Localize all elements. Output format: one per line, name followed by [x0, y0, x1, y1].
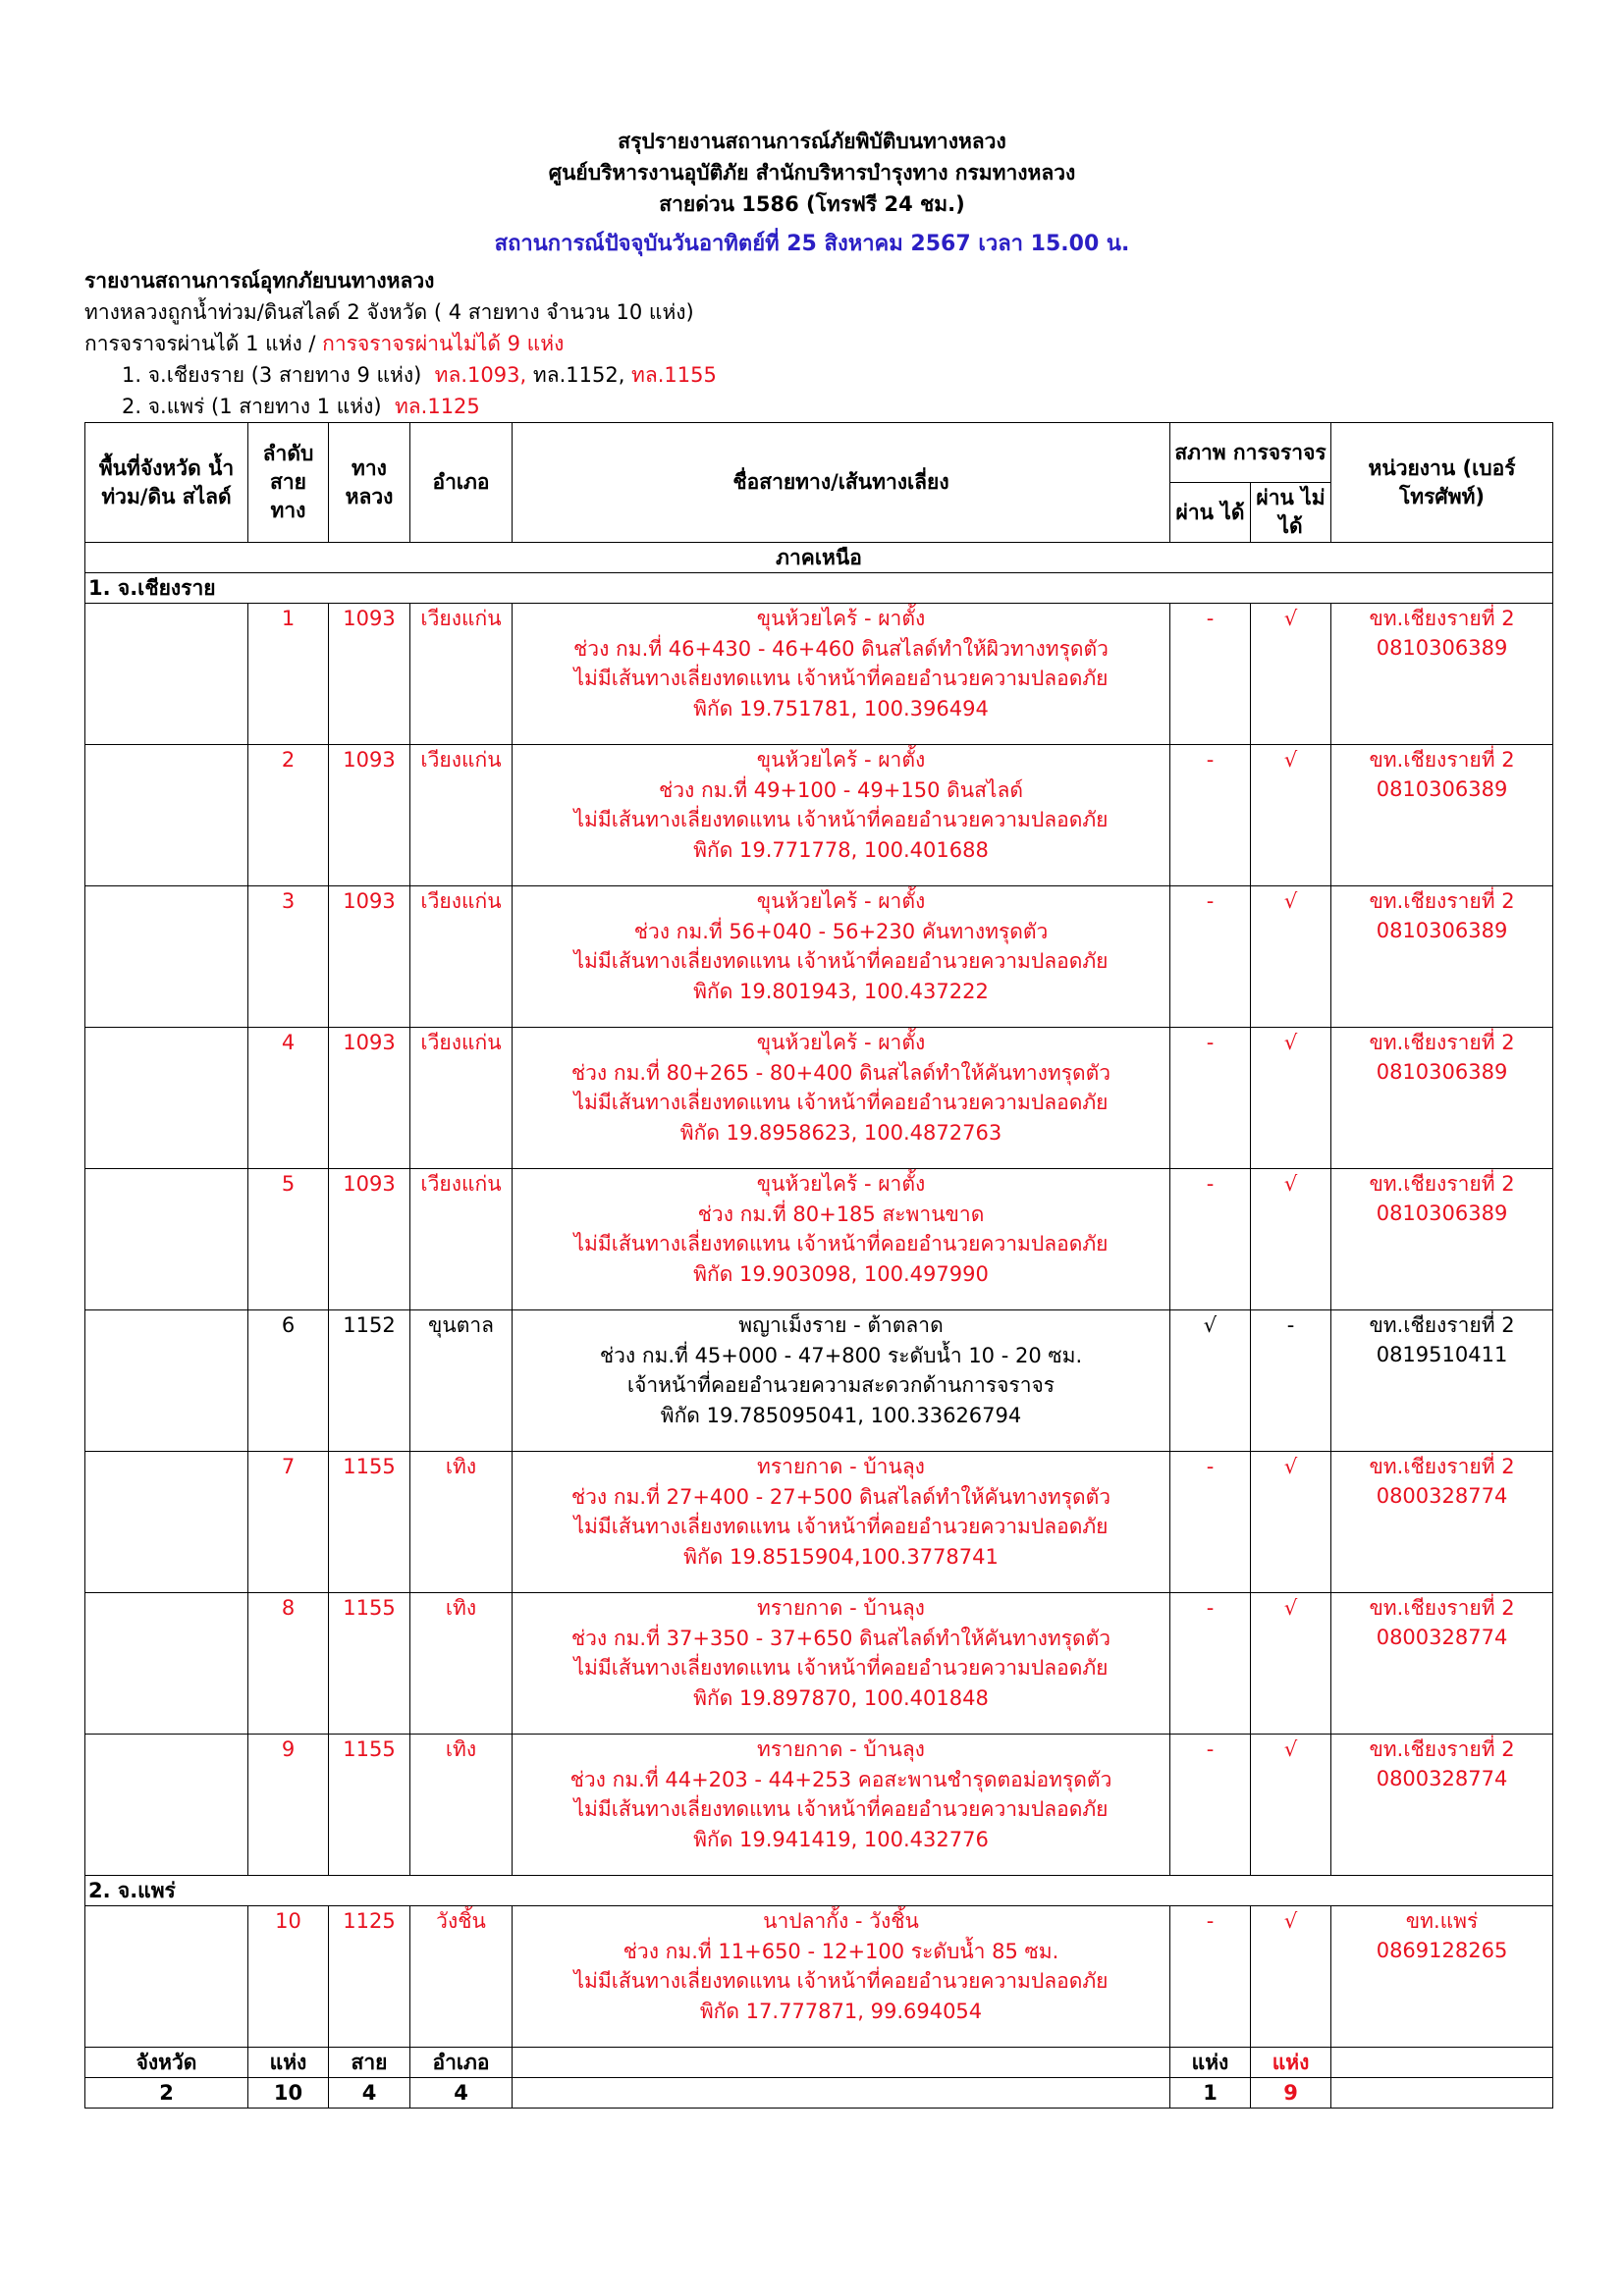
seq-cell: 10	[248, 1906, 329, 2048]
region-label: ภาคเหนือ	[85, 543, 1553, 573]
area-cell	[85, 1310, 248, 1452]
route-line: ไม่มีเส้นทางเลี่ยงทดแทน เจ้าหน้าที่คอยอำนวยความปลอดภัย	[573, 949, 1109, 973]
route-line: ขุนห้วยไคร้ - ผาตั้ง	[756, 889, 926, 913]
intro-heading: รายงานสถานการณ์อุทกภัยบนทางหลวง	[84, 269, 435, 293]
route-link: ทล.1152,	[526, 363, 625, 387]
highway-cell: 1125	[329, 1906, 410, 2048]
route-line: พิกัด 19.941419, 100.432776	[693, 1827, 989, 1851]
agency-cell	[1331, 1593, 1553, 1735]
area-cell	[85, 886, 248, 1028]
pass-cell: -	[1170, 1735, 1251, 1876]
intro-province-1	[122, 359, 717, 392]
area-cell	[85, 1452, 248, 1593]
summary-districts-count: 4	[410, 2078, 513, 2109]
route-cell	[513, 1735, 1170, 1876]
agency-name: ขท.เชียงรายที่ 2	[1369, 1172, 1515, 1196]
incident-rows	[85, 543, 1553, 2109]
district-cell: เวียงแก่น	[410, 886, 513, 1028]
agency-cell	[1331, 1310, 1553, 1452]
nopass-cell: √	[1251, 886, 1331, 1028]
summary-label-nopass: แห่ง	[1251, 2048, 1331, 2078]
route-cell	[513, 745, 1170, 886]
nopass-cell: √	[1251, 1028, 1331, 1169]
table-row	[85, 1028, 1553, 1169]
route-line: พญาเม็งราย - ต้าตลาด	[738, 1313, 944, 1337]
seq-cell: 6	[248, 1310, 329, 1452]
agency-phone: 0810306389	[1376, 1060, 1508, 1084]
report-status-time: สถานการณ์ปัจจุบันวันอาทิตย์ที่ 25 สิงหาคม 2567 เวลา 15.00 น.	[494, 232, 1130, 256]
section-province: 2. จ.แพร่	[85, 1876, 1553, 1906]
table-row	[85, 1593, 1553, 1735]
summary-province-count: 2	[85, 2078, 248, 2109]
agency-name: ขท.เชียงรายที่ 2	[1369, 889, 1515, 913]
agency-name: ขท.เชียงรายที่ 2	[1369, 1031, 1515, 1054]
pass-cell: -	[1170, 1169, 1251, 1310]
district-cell: ขุนตาล	[410, 1310, 513, 1452]
summary-label-districts: อำเภอ	[410, 2048, 513, 2078]
highway-cell: 1152	[329, 1310, 410, 1452]
summary-label-routes: สาย	[329, 2048, 410, 2078]
route-line: ช่วง กม.ที่ 56+040 - 56+230 คันทางทรุดตัว	[633, 919, 1049, 943]
agency-name: ขท.เชียงรายที่ 2	[1369, 1313, 1515, 1337]
seq-cell: 7	[248, 1452, 329, 1593]
route-cell	[513, 604, 1170, 745]
route-line: พิกัด 19.903098, 100.497990	[693, 1261, 989, 1286]
table-row	[85, 604, 1553, 745]
route-line: พิกัด 19.771778, 100.401688	[693, 837, 989, 862]
route-line: ไม่มีเส้นทางเลี่ยงทดแทน เจ้าหน้าที่คอยอำนวยความปลอดภัย	[573, 1969, 1109, 1993]
summary-empty	[513, 2078, 1170, 2109]
pass-cell: -	[1170, 1593, 1251, 1735]
agency-name: ขท.เชียงรายที่ 2	[1369, 1737, 1515, 1761]
nopass-cell: √	[1251, 1452, 1331, 1593]
route-line: ช่วง กม.ที่ 37+350 - 37+650 ดินสไลด์ทำให้คันทางทรุดตัว	[570, 1626, 1111, 1650]
route-line: ช่วง กม.ที่ 45+000 - 47+800 ระดับน้ำ 10 - 20 ซม.	[599, 1343, 1083, 1367]
summary-pass-count: 1	[1170, 2078, 1251, 2109]
table-row	[85, 1310, 1553, 1452]
route-line: ช่วง กม.ที่ 11+650 - 12+100 ระดับน้ำ 85 ซม.	[623, 1939, 1059, 1963]
summary-nopass-count: 9	[1251, 2078, 1331, 2109]
agency-cell	[1331, 604, 1553, 745]
pass-count-text: การจราจรผ่านได้ 1 แห่ง /	[84, 332, 323, 355]
summary-label-pass: แห่ง	[1170, 2048, 1251, 2078]
area-cell	[85, 604, 248, 745]
table-row	[85, 1906, 1553, 2048]
summary-empty	[1331, 2048, 1553, 2078]
pass-cell: -	[1170, 886, 1251, 1028]
area-cell	[85, 745, 248, 886]
agency-phone: 0869128265	[1376, 1939, 1508, 1962]
route-link: ทล.1125	[394, 395, 480, 418]
route-cell	[513, 1906, 1170, 2048]
route-line: ขุนห้วยไคร้ - ผาตั้ง	[756, 1031, 926, 1054]
pass-cell: -	[1170, 604, 1251, 745]
agency-name: ขท.เชียงรายที่ 2	[1369, 1596, 1515, 1620]
table-row	[85, 1452, 1553, 1593]
route-line: พิกัด 19.8515904,100.3778741	[683, 1544, 999, 1569]
nopass-count-text: การจราจรผ่านไม่ได้ 9 แห่ง	[322, 332, 565, 355]
header-traffic: สภาพ การจราจร	[1170, 423, 1331, 483]
route-line: พิกัด 19.8958623, 100.4872763	[679, 1120, 1002, 1145]
route-line: ขุนห้วยไคร้ - ผาตั้ง	[756, 607, 926, 630]
agency-name: ขท.เชียงรายที่ 2	[1369, 1455, 1515, 1478]
nopass-cell: √	[1251, 1735, 1331, 1876]
summary-empty	[1331, 2078, 1553, 2109]
agency-name: ขท.แพร่	[1405, 1909, 1479, 1933]
agency-cell	[1331, 886, 1553, 1028]
route-line: ช่วง กม.ที่ 80+265 - 80+400 ดินสไลด์ทำให้คันทางทรุดตัว	[570, 1060, 1111, 1085]
highway-cell: 1093	[329, 604, 410, 745]
route-link: ทล.1093,	[434, 363, 527, 387]
pass-cell: -	[1170, 1028, 1251, 1169]
route-line: พิกัด 17.777871, 99.694054	[699, 1999, 983, 2023]
summary-empty	[513, 2048, 1170, 2078]
route-cell	[513, 886, 1170, 1028]
agency-cell	[1331, 1452, 1553, 1593]
route-line: ทรายกาด - บ้านลุง	[757, 1596, 925, 1620]
district-cell: เวียงแก่น	[410, 1028, 513, 1169]
table-row	[85, 1169, 1553, 1310]
header-route: ชื่อสายทาง/เส้นทางเลี่ยง	[513, 423, 1170, 543]
header-agency: หน่วยงาน (เบอร์โทรศัพท์)	[1331, 423, 1553, 543]
agency-name: ขท.เชียงรายที่ 2	[1369, 748, 1515, 772]
route-line: ช่วง กม.ที่ 49+100 - 49+150 ดินสไลด์	[658, 777, 1023, 802]
agency-cell	[1331, 1735, 1553, 1876]
table-row	[85, 886, 1553, 1028]
highway-cell: 1093	[329, 1028, 410, 1169]
intro-traffic-status	[84, 328, 564, 360]
district-cell: เทิง	[410, 1735, 513, 1876]
table-row	[85, 745, 1553, 886]
report-organization: ศูนย์บริหารงานอุบัติภัย สำนักบริหารบำรุงทาง กรมทางหลวง	[548, 161, 1076, 185]
intro-summary: ทางหลวงถูกน้ำท่วม/ดินสไลด์ 2 จังหวัด ( 4 สายทาง จำนวน 10 แห่ง)	[84, 300, 694, 324]
agency-cell	[1331, 1906, 1553, 2048]
agency-phone: 0810306389	[1376, 636, 1508, 660]
route-line: ขุนห้วยไคร้ - ผาตั้ง	[756, 748, 926, 772]
highway-cell: 1155	[329, 1452, 410, 1593]
route-line: ไม่มีเส้นทางเลี่ยงทดแทน เจ้าหน้าที่คอยอำนวยความปลอดภัย	[573, 1091, 1109, 1114]
route-line: ไม่มีเส้นทางเลี่ยงทดแทน เจ้าหน้าที่คอยอำนวยความปลอดภัย	[573, 1232, 1109, 1255]
route-line: ทรายกาด - บ้านลุง	[757, 1737, 925, 1761]
pass-cell: -	[1170, 1452, 1251, 1593]
nopass-cell: -	[1251, 1310, 1331, 1452]
highway-cell: 1155	[329, 1735, 410, 1876]
area-cell	[85, 1906, 248, 2048]
header-pass: ผ่าน ได้	[1170, 483, 1251, 543]
area-cell	[85, 1593, 248, 1735]
route-line: เจ้าหน้าที่คอยอำนวยความสะดวกด้านการจราจร	[626, 1373, 1056, 1397]
agency-name: ขท.เชียงรายที่ 2	[1369, 607, 1515, 630]
seq-cell: 9	[248, 1735, 329, 1876]
nopass-cell: √	[1251, 1169, 1331, 1310]
agency-phone: 0800328774	[1376, 1767, 1508, 1790]
intro-province-2	[122, 391, 480, 423]
section-province: 1. จ.เชียงราย	[85, 573, 1553, 604]
pass-cell: -	[1170, 745, 1251, 886]
route-line: ไม่มีเส้นทางเลี่ยงทดแทน เจ้าหน้าที่คอยอำนวยความปลอดภัย	[573, 667, 1109, 690]
route-line: พิกัด 19.897870, 100.401848	[693, 1685, 989, 1710]
seq-cell: 1	[248, 604, 329, 745]
area-cell	[85, 1735, 248, 1876]
route-line: ไม่มีเส้นทางเลี่ยงทดแทน เจ้าหน้าที่คอยอำนวยความปลอดภัย	[573, 1515, 1109, 1538]
incident-table	[84, 422, 1553, 2109]
agency-phone: 0800328774	[1376, 1626, 1508, 1649]
header-highway: ทาง หลวง	[329, 423, 410, 543]
route-cell	[513, 1452, 1170, 1593]
route-line: พิกัด 19.801943, 100.437222	[693, 979, 989, 1003]
province-label: 2. จ.แพร่ (1 สายทาง 1 แห่ง)	[122, 395, 382, 418]
district-cell: เวียงแก่น	[410, 604, 513, 745]
route-cell	[513, 1310, 1170, 1452]
summary-places-count: 10	[248, 2078, 329, 2109]
summary-label-province: จังหวัด	[85, 2048, 248, 2078]
route-line: ขุนห้วยไคร้ - ผาตั้ง	[756, 1172, 926, 1196]
district-cell: เทิง	[410, 1452, 513, 1593]
highway-cell: 1155	[329, 1593, 410, 1735]
route-cell	[513, 1169, 1170, 1310]
header-nopass: ผ่าน ไม่ได้	[1251, 483, 1331, 543]
route-line: ช่วง กม.ที่ 80+185 สะพานขาด	[697, 1201, 985, 1226]
seq-cell: 2	[248, 745, 329, 886]
route-line: พิกัด 19.751781, 100.396494	[693, 696, 989, 721]
nopass-cell: √	[1251, 1906, 1331, 2048]
summary-label-places: แห่ง	[248, 2048, 329, 2078]
header-district: อำเภอ	[410, 423, 513, 543]
agency-phone: 0810306389	[1376, 1201, 1508, 1225]
highway-cell: 1093	[329, 1169, 410, 1310]
route-line: ช่วง กม.ที่ 44+203 - 44+253 คอสะพานชำรุดตอม่อทรุดตัว	[569, 1767, 1112, 1791]
route-line: ทรายกาด - บ้านลุง	[757, 1455, 925, 1478]
agency-cell	[1331, 1028, 1553, 1169]
header-seq: ลำดับ สาย ทาง	[248, 423, 329, 543]
highway-cell: 1093	[329, 886, 410, 1028]
route-cell	[513, 1593, 1170, 1735]
agency-phone: 0810306389	[1376, 777, 1508, 801]
pass-cell: -	[1170, 1906, 1251, 2048]
route-line: พิกัด 19.785095041, 100.33626794	[660, 1403, 1022, 1427]
route-line: ช่วง กม.ที่ 46+430 - 46+460 ดินสไลด์ทำให้ผิวทางทรุดตัว	[573, 636, 1109, 661]
route-cell	[513, 1028, 1170, 1169]
district-cell: เวียงแก่น	[410, 745, 513, 886]
agency-cell	[1331, 1169, 1553, 1310]
agency-cell	[1331, 745, 1553, 886]
district-cell: เวียงแก่น	[410, 1169, 513, 1310]
route-link: ทล.1155	[624, 363, 717, 387]
highway-cell: 1093	[329, 745, 410, 886]
table-row	[85, 1735, 1553, 1876]
header-area: พื้นที่จังหวัด น้ำท่วม/ดิน สไลด์	[85, 423, 248, 543]
nopass-cell: √	[1251, 1593, 1331, 1735]
seq-cell: 4	[248, 1028, 329, 1169]
agency-phone: 0800328774	[1376, 1484, 1508, 1508]
summary-routes-count: 4	[329, 2078, 410, 2109]
route-line: นาปลากั้ง - วังชิ้น	[763, 1909, 919, 1933]
agency-phone: 0810306389	[1376, 919, 1508, 942]
pass-cell: √	[1170, 1310, 1251, 1452]
agency-phone: 0819510411	[1376, 1343, 1508, 1366]
seq-cell: 3	[248, 886, 329, 1028]
province-label: 1. จ.เชียงราย (3 สายทาง 9 แห่ง)	[122, 363, 422, 387]
district-cell: เทิง	[410, 1593, 513, 1735]
area-cell	[85, 1028, 248, 1169]
seq-cell: 8	[248, 1593, 329, 1735]
district-cell: วังชิ้น	[410, 1906, 513, 2048]
report-title: สรุปรายงานสถานการณ์ภัยพิบัติบนทางหลวง	[618, 130, 1006, 153]
area-cell	[85, 1169, 248, 1310]
route-line: ช่วง กม.ที่ 27+400 - 27+500 ดินสไลด์ทำให้คันทางทรุดตัว	[570, 1484, 1111, 1509]
nopass-cell: √	[1251, 745, 1331, 886]
route-line: ไม่มีเส้นทางเลี่ยงทดแทน เจ้าหน้าที่คอยอำนวยความปลอดภัย	[573, 1656, 1109, 1680]
seq-cell: 5	[248, 1169, 329, 1310]
report-hotline: สายด่วน 1586 (โทรฟรี 24 ชม.)	[659, 192, 965, 216]
route-line: ไม่มีเส้นทางเลี่ยงทดแทน เจ้าหน้าที่คอยอำนวยความปลอดภัย	[573, 808, 1109, 831]
route-line: ไม่มีเส้นทางเลี่ยงทดแทน เจ้าหน้าที่คอยอำนวยความปลอดภัย	[573, 1797, 1109, 1821]
nopass-cell: √	[1251, 604, 1331, 745]
